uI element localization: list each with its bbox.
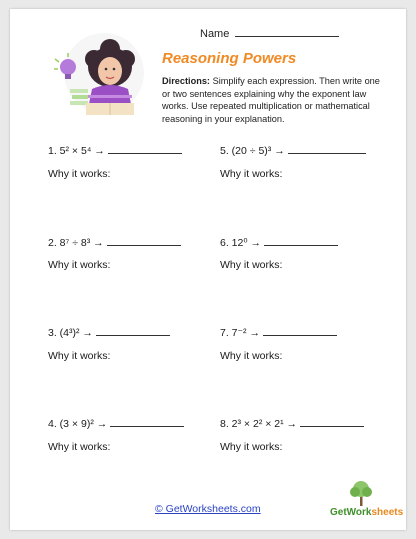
why-label-3: Why it works: (48, 350, 111, 362)
why-label-1: Why it works: (48, 168, 111, 180)
name-field-row (200, 26, 339, 40)
why-label-2: Why it works: (48, 259, 111, 271)
answer-blank[interactable] (107, 236, 181, 246)
problem-label: 1. 5² × 5⁴ → (48, 145, 105, 157)
problem-5 (220, 144, 366, 157)
problem-2 (48, 236, 181, 249)
directions-lead: Directions: (162, 76, 210, 86)
directions-body: Simplify each expression. Then write one or two sentences explaining why the exponent law works. Use repeated multiplication or mathematical reasoning in your explanation. (162, 76, 380, 124)
problem-3 (48, 326, 170, 339)
why-label-8: Why it works: (220, 441, 283, 453)
problem-label: 5. (20 ÷ 5)³ → (220, 145, 285, 157)
name-line[interactable] (235, 26, 339, 37)
girl-reading-illustration (48, 29, 148, 121)
answer-blank[interactable] (263, 326, 337, 336)
problem-4 (48, 417, 184, 430)
problem-8 (220, 417, 364, 430)
girl-figure (85, 39, 135, 115)
problem-6 (220, 236, 338, 249)
book-stack-icon (70, 89, 88, 105)
answer-blank[interactable] (110, 417, 184, 427)
answer-blank[interactable] (300, 417, 364, 427)
why-label-6: Why it works: (220, 259, 283, 271)
tree-logo-icon (348, 479, 374, 507)
problem-1 (48, 144, 182, 157)
footer-copyright-link[interactable]: © GetWorksheets.com (155, 503, 261, 515)
directions-text (162, 75, 382, 125)
problem-label: 6. 12⁰ → (220, 237, 261, 249)
why-label-5: Why it works: (220, 168, 283, 180)
problem-7 (220, 326, 337, 339)
why-label-7: Why it works: (220, 350, 283, 362)
answer-blank[interactable] (96, 326, 170, 336)
problem-label: 2. 8⁷ ÷ 8³ → (48, 237, 104, 249)
problem-label: 7. 7⁻² → (220, 327, 260, 339)
why-label-4: Why it works: (48, 441, 111, 453)
answer-blank[interactable] (288, 144, 366, 154)
problem-label: 4. (3 × 9)² → (48, 418, 108, 430)
name-label: Name (200, 28, 230, 40)
worksheet-title: Reasoning Powers (162, 50, 297, 67)
problem-label: 8. 2³ × 2² × 2¹ → (220, 418, 298, 430)
worksheet-page (10, 9, 406, 530)
logo-accent-text: sheets (371, 507, 404, 518)
getworksheets-logo (330, 507, 403, 518)
answer-blank[interactable] (264, 236, 338, 246)
logo-main-text: GetWork (330, 507, 372, 518)
problem-label: 3. (4³)² → (48, 327, 93, 339)
answer-blank[interactable] (108, 144, 182, 154)
